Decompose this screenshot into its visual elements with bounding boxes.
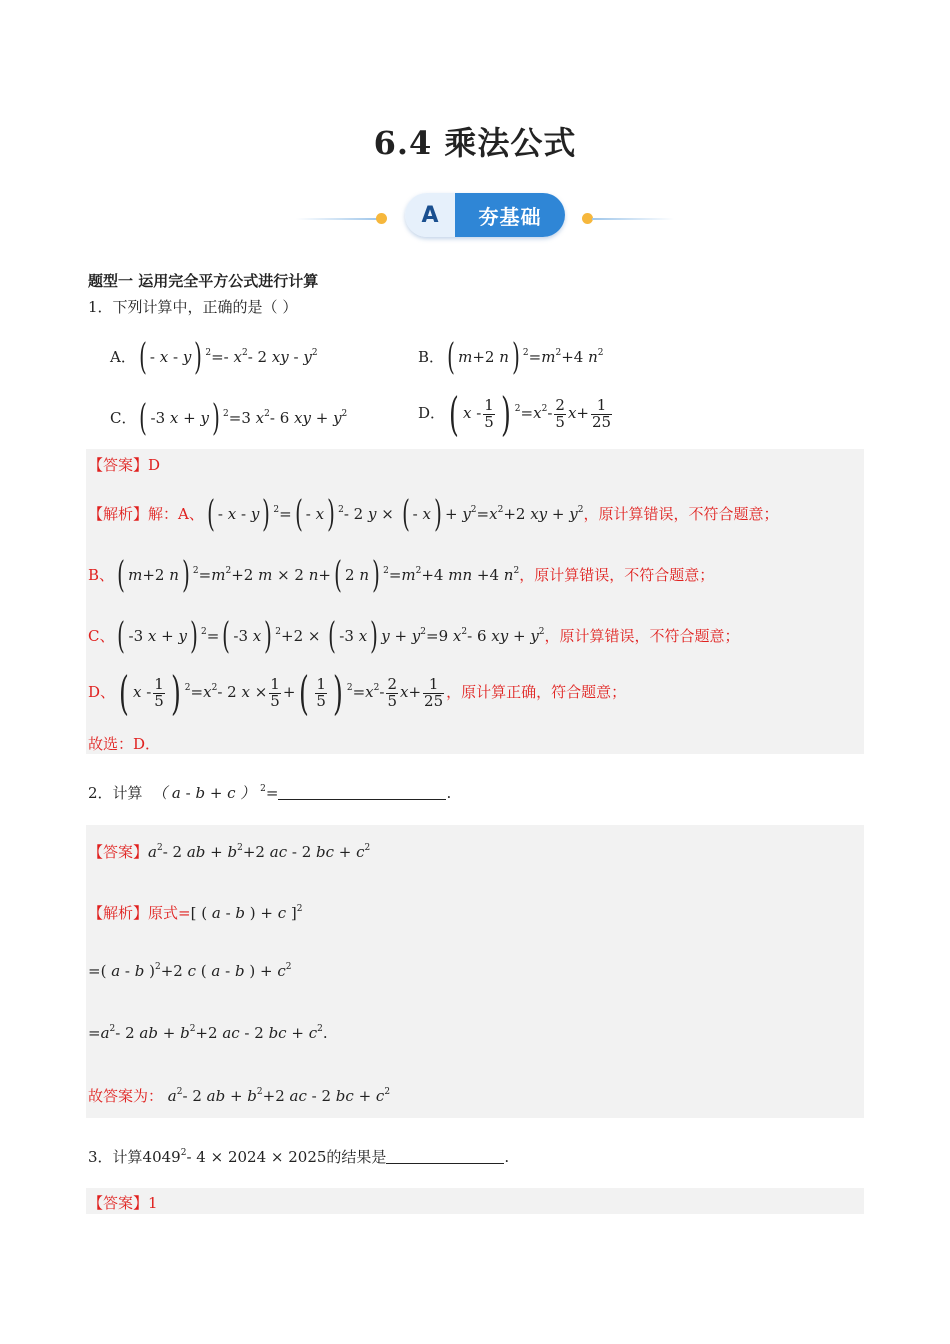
q1-analysis-c: C、( -3 x + y) $^2$=( -3 x) $^2$+2 × ( -3 x) $y + y^2=9$ $x^2-$ 6 xy + $y^2$，原计算错误，不符合题意； <box>88 616 740 657</box>
q3-stem: 3．计算4049$^2$- 4 × 2024 × 2025的结果是 . <box>88 1148 510 1166</box>
q1-option-b: B．( m+2 n) $^2=m^2+4$ $n^2$ <box>418 337 604 378</box>
q2-final-answer: 故答案为： $a^2-$ 2 ab + $b^2+2$ ac - 2 bc + $c^2$ <box>88 1087 391 1105</box>
section-heading: 题型一 运用完全平方公式进行计算 <box>88 272 319 290</box>
q1-analysis-a: 【解析】解：A、( - x - y) $^2$=( - x) $^2$- 2 y × ( - $x) + y^2=x^2+2$ xy + $y^2$，原计算错误，不符合题意； <box>88 494 779 535</box>
q1-stem: 1．下列计算中，正确的是（ ） <box>88 298 298 316</box>
q2-stem: 2．计算 （ a - b + c ） $^2$= . <box>88 784 452 802</box>
q2-analysis-1: 【解析】原式=[ ( a - b ) + c ]$^2$ <box>88 904 303 922</box>
banner-text: 夯基础 <box>455 193 565 237</box>
q2-analysis-2: =( a - b )$^2$+2 c ( a - b ) + $c^2$ <box>88 962 292 980</box>
q1-conclusion: 故选：D． <box>88 735 161 753</box>
q1-analysis-d: D、( x - $\frac{1}{5}$ ) $^2=x^2-$ 2 x × $\frac{1}{5}$ +( $\frac{1}{5}$ ) $^2=x^2-$ $\frac{2}{5}$ x+ $\frac{1}{25}$ ，原计算正确，符合题意； <box>88 666 627 720</box>
page-title: 6.4 乘法公式 <box>373 124 577 162</box>
q1-option-a: A．( - x - y) $^2$=- $x^2-$ 2 xy - $y^2$ <box>110 337 318 378</box>
banner-letter: A <box>405 193 455 237</box>
q2-analysis-3: $=a^2-$ 2 ab + $b^2+2$ ac - 2 bc + $c^2$. <box>88 1024 328 1042</box>
section-banner <box>405 193 565 237</box>
q2-answer: 【答案】$a^2-$ 2 ab + $b^2+2$ ac - 2 bc + $c^2$ <box>88 843 371 861</box>
banner-dot-left <box>376 213 387 224</box>
q3-answer: 【答案】1 <box>88 1194 158 1212</box>
q1-option-d: D．( x - $\frac{1}{5}$ ) $^2=x^2-$ $\frac{2}{5}$ x+ $\frac{1}{25}$ <box>418 387 612 441</box>
banner-line-left <box>296 218 378 220</box>
q1-answer: 【答案】D <box>88 456 161 474</box>
q3-solution-box <box>86 1188 864 1214</box>
q1-option-c: C．( -3 x + y) $^2$=3 $x^2-$ 6 xy + $y^2$ <box>110 398 348 439</box>
q1-analysis-b: B、( m+2 n) $^2=m^2+2$ m × 2 n+( 2 n) $^2=m^2+4$ mn +4 $n^2$，原计算错误，不符合题意； <box>88 555 715 596</box>
banner-line-right <box>592 218 674 220</box>
